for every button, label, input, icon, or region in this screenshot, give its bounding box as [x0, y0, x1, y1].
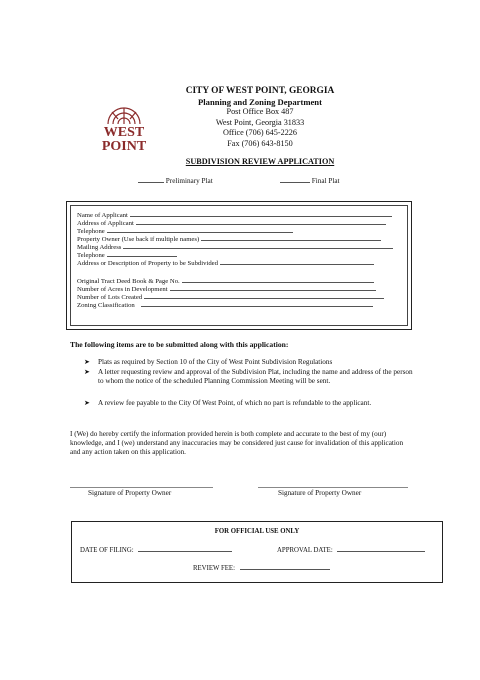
preliminary-plat-blank[interactable]	[138, 182, 164, 183]
arrow-bullet-icon: ➤	[84, 358, 90, 366]
requirement-item	[84, 358, 414, 367]
official-use-title: FOR OFFICIAL USE ONLY	[214, 528, 300, 535]
field-label: Number of Acres in Development	[77, 286, 168, 293]
arrow-bullet-icon: ➤	[84, 368, 90, 376]
application-title: SUBDIVISION REVIEW APPLICATION	[185, 157, 335, 166]
field-line[interactable]	[141, 300, 373, 307]
final-plat-blank[interactable]	[280, 182, 310, 183]
field-line[interactable]	[170, 284, 376, 291]
requirement-text: Plats as required by Section 10 of the City of West Point Subdivision Regulations	[98, 358, 333, 366]
field-label: Telephone	[77, 252, 105, 259]
review-fee-field[interactable]	[193, 565, 330, 572]
field-line[interactable]	[182, 276, 374, 283]
preliminary-plat-option[interactable]	[138, 177, 213, 185]
west-point-logo	[86, 98, 162, 156]
field-label: Address of Applicant	[77, 220, 134, 227]
signature-label-2: Signature of Property Owner	[278, 489, 362, 497]
dept-name: Planning and Zoning Department	[198, 96, 322, 107]
final-plat-option[interactable]	[280, 177, 340, 185]
field-line[interactable]	[136, 218, 386, 225]
requirement-text: A letter requesting review and approval of the Subdivision Plat, including the name and address of the person to whom the notice of the scheduled Planning Commission Meeting will be sent.	[98, 368, 413, 385]
review-fee-line[interactable]	[240, 569, 330, 570]
requirements-heading: The following items are to be submitted along with this application:	[70, 340, 289, 349]
official-use-box	[71, 521, 443, 583]
date-of-filing-label: DATE OF FILING:	[80, 547, 134, 554]
applicant-info-box	[66, 201, 412, 330]
preliminary-plat-label: Preliminary Plat	[165, 177, 213, 185]
letterhead	[160, 86, 360, 149]
address-line-1: Post Office Box 487	[226, 107, 294, 116]
applicant-info-inner-border	[70, 205, 408, 326]
org-name: CITY OF WEST POINT, GEORGIA	[185, 86, 335, 96]
field-label: Address or Description of Property to be Subdivided	[77, 260, 218, 267]
signature-line-1[interactable]	[70, 487, 213, 488]
field-line[interactable]	[130, 210, 392, 217]
approval-date-label: APPROVAL DATE:	[277, 547, 333, 554]
field-label: Mailing Address	[77, 244, 122, 251]
signature-label-1: Signature of Property Owner	[88, 489, 172, 497]
arrow-bullet-icon: ➤	[84, 399, 90, 407]
field-line[interactable]	[107, 226, 293, 233]
logo-word-point: POINT	[101, 139, 147, 154]
approval-date-field[interactable]	[277, 547, 425, 554]
date-of-filing-line[interactable]	[138, 551, 232, 552]
field-label: Property Owner (Use back if multiple names)	[77, 236, 200, 243]
field-label: Telephone	[77, 228, 105, 235]
signature-line-2[interactable]	[258, 487, 408, 488]
requirement-item	[84, 399, 414, 417]
date-of-filing-field[interactable]	[80, 547, 232, 554]
requirement-item	[84, 368, 414, 395]
address-line-2: West Point, Georgia 31833	[215, 117, 305, 127]
field-line[interactable]	[123, 242, 393, 249]
office-phone: Office (706) 645-2226	[223, 128, 297, 137]
field-label: Number of Lots Created	[77, 294, 143, 301]
requirement-text: A review fee payable to the City Of West Point, of which no part is refundable to the applicant.	[98, 399, 372, 407]
field-zoning-classification[interactable]	[77, 300, 373, 310]
field-line[interactable]	[107, 250, 177, 257]
fax-number: Fax (706) 643-8150	[227, 138, 293, 148]
final-plat-label: Final Plat	[311, 177, 340, 185]
approval-date-line[interactable]	[337, 551, 425, 552]
field-property-description[interactable]	[77, 258, 374, 268]
field-line[interactable]	[144, 292, 384, 299]
field-line[interactable]	[220, 258, 374, 265]
certification-statement: I (We) do hereby certify the information provided herein is both complete and accurate to the best of my (our) knowledge, and I (we) understand any inaccuracies may be considered just cause for invalidation of this application and any action taken on this application.	[70, 430, 404, 456]
field-line[interactable]	[201, 234, 381, 241]
review-fee-label: REVIEW FEE:	[193, 565, 235, 572]
logo-word-west: WEST	[103, 125, 145, 140]
field-label: Zoning Classification	[77, 302, 135, 309]
field-label: Original Tract Deed Book & Page No.	[77, 278, 180, 285]
field-label: Name of Applicant	[77, 212, 128, 219]
